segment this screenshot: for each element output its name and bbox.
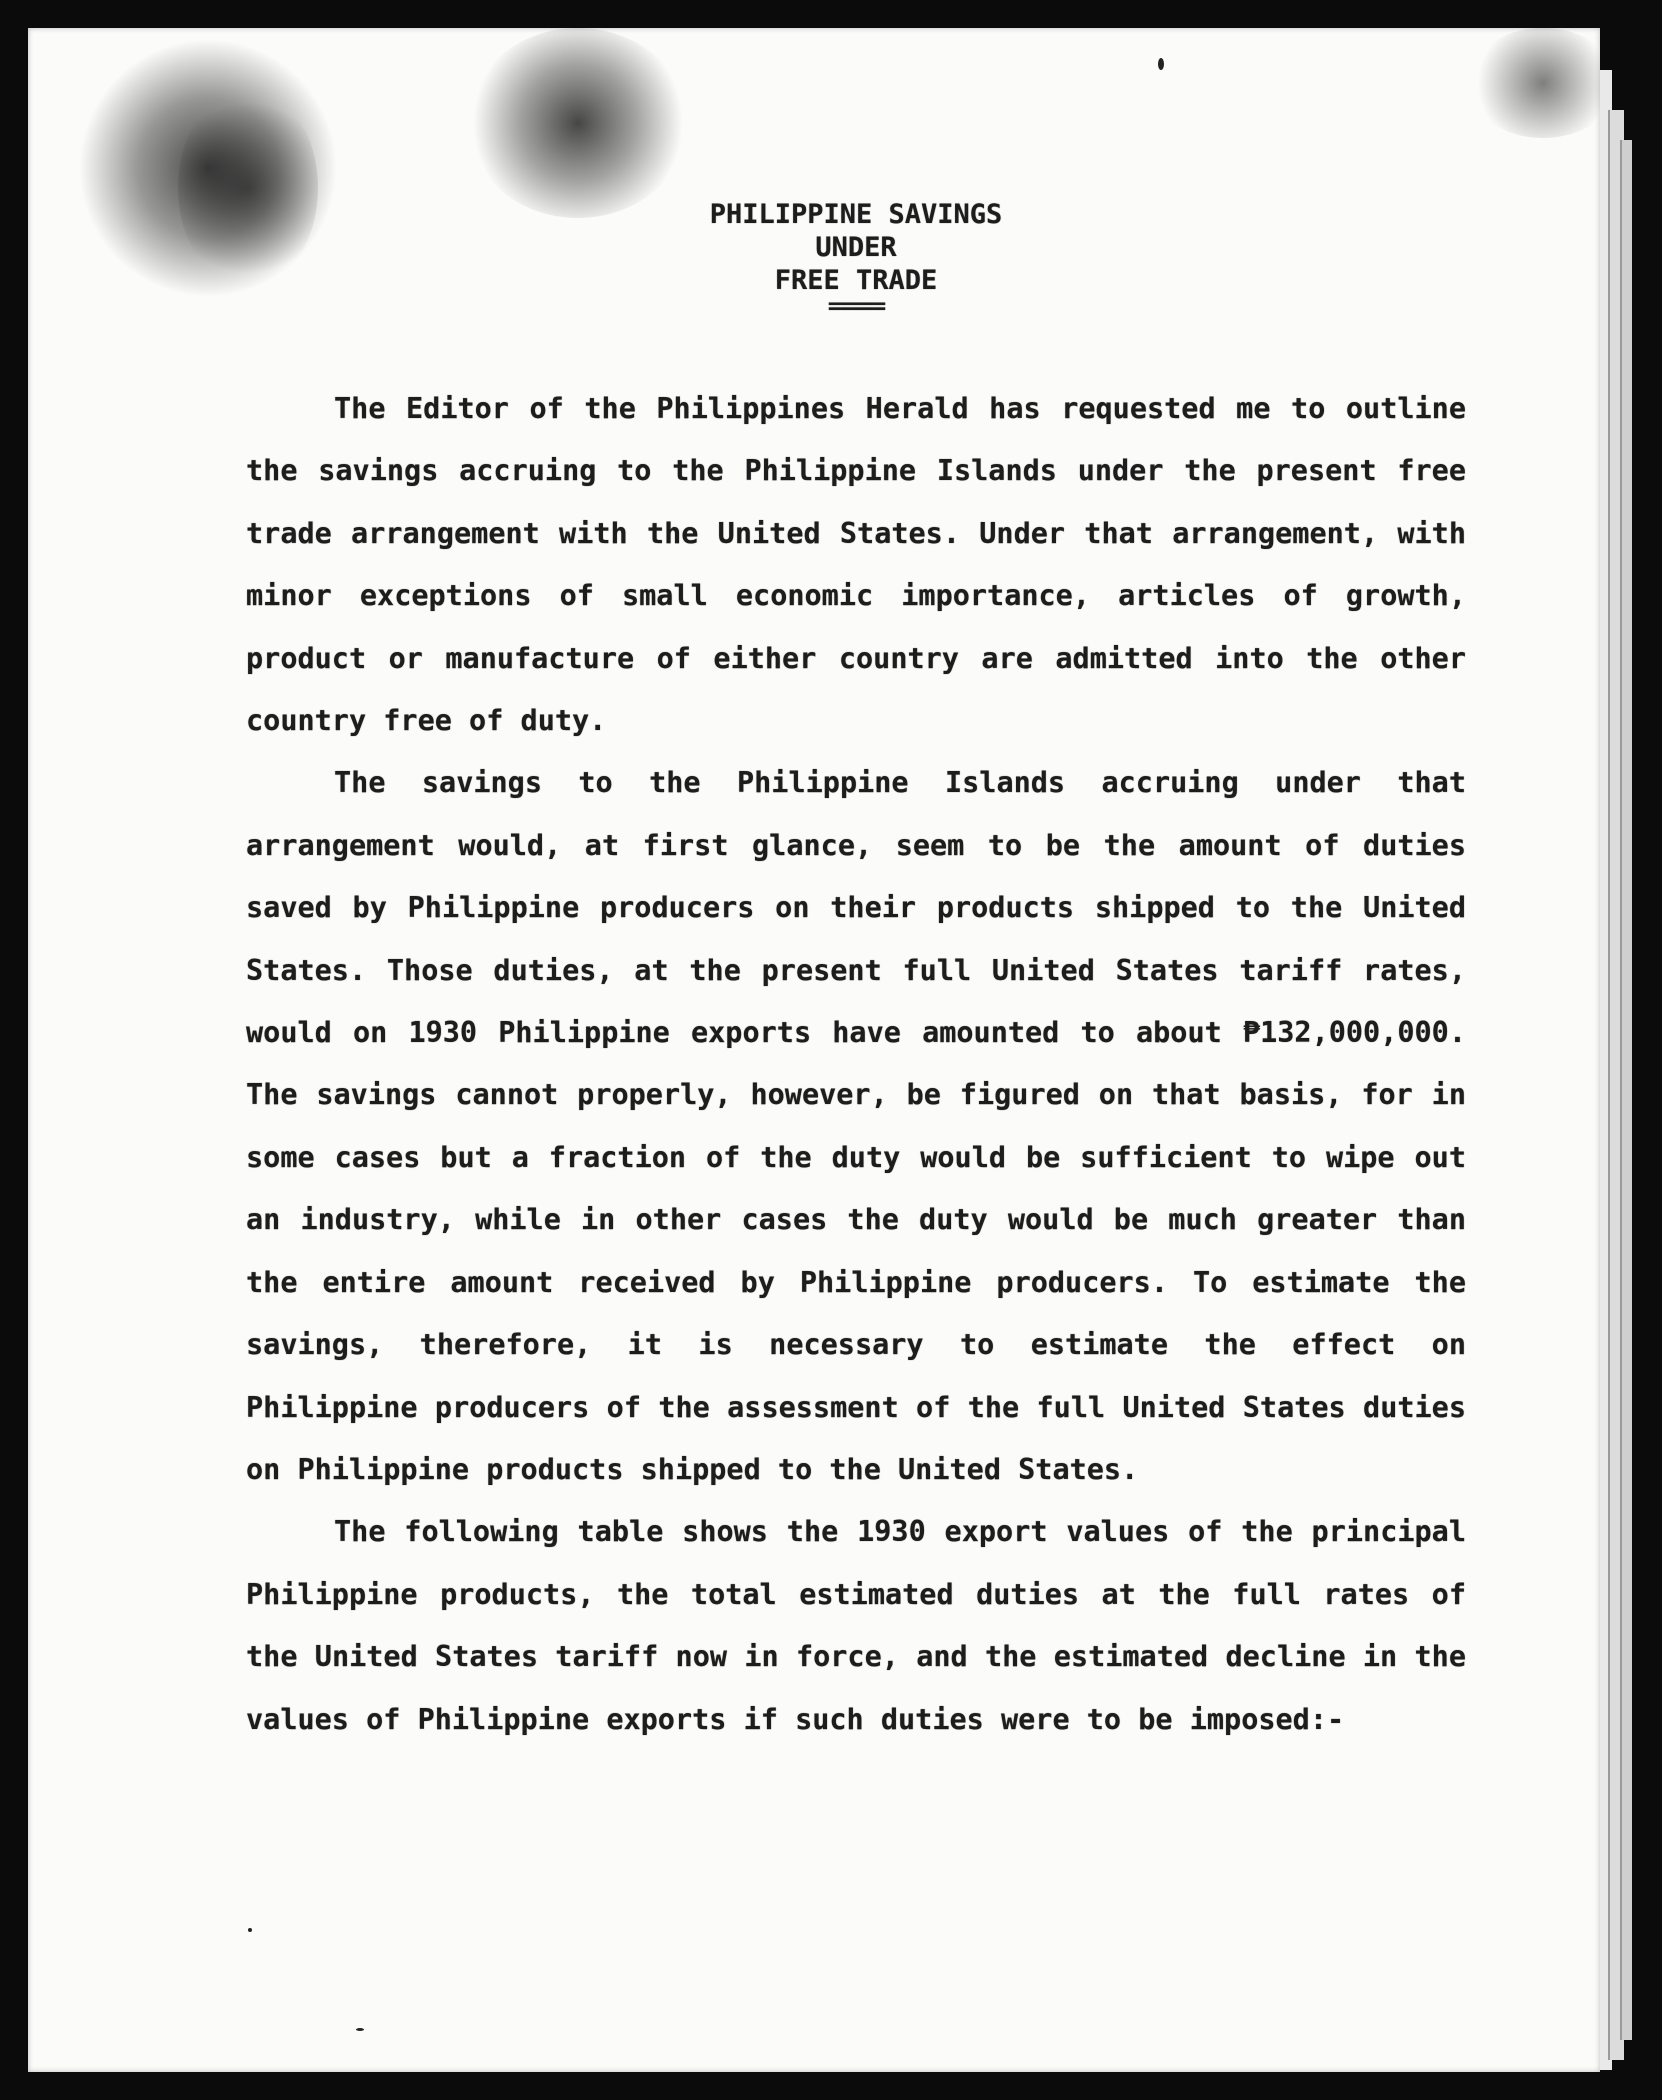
title-line-3: FREE TRADE: [774, 265, 938, 296]
body-text: [246, 378, 1466, 1751]
title-line-1: PHILIPPINE SAVINGS: [709, 199, 1003, 230]
paragraph-1: The Editor of the Philippines Herald has requested me to outline the savings accruing to the Philippine Islands under the present free trade arrangement with the United States. Under that arrangement, with minor exceptions of small economic importance, articles of growth, product or manufacture of either country are admitted into the other country free of duty.: [246, 392, 1466, 738]
ink-speck: [248, 1928, 252, 1932]
paragraph-2: The savings to the Philippine Islands accruing under that arrangement would, at first glance, seem to be the amount of duties saved by Philippine producers on their products shipped to the United States. Those duties, at the present full United States tariff rates, would on 1930 Philippine exports have amounted to about ₱132,000,000. The savings cannot properly, however, be figured on that basis, for in some cases but a fraction of the duty would be sufficient to wipe out an industry, while in other cases the duty would be much greater than the entire amount received by Philippine producers. To estimate the savings, therefore, it is necessary to estimate the effect on Philippine producers of the assessment of the full United States duties on Philippine products shipped to the United States.: [246, 766, 1466, 1486]
document-title: [70, 198, 1600, 317]
title-line-2: UNDER: [815, 232, 897, 263]
title-underline: =====: [827, 294, 885, 319]
ink-smudge: [468, 28, 688, 218]
typed-page: [28, 28, 1600, 2072]
paragraph-3: The following table shows the 1930 export values of the principal Philippine products, the total estimated duties at the full rates of the United States tariff now in force, and the estimated decline in the values of Philippine exports if such duties were to be imposed:-: [246, 1515, 1466, 1736]
ink-speck: [356, 2028, 364, 2031]
ink-smudge: [1468, 28, 1600, 138]
ink-speck: [1158, 58, 1164, 70]
sheet-edge: [1620, 140, 1632, 2040]
